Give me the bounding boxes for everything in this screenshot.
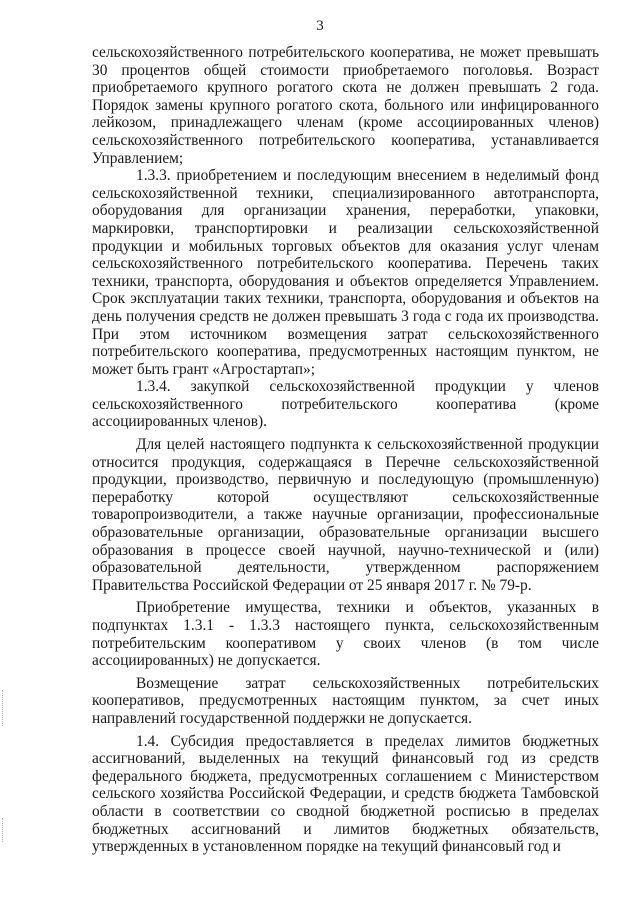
paragraph-item-1-3-4: 1.3.4. закупкой сельскохозяйственной продукции у членов сельскохозяйственного потребительского кооператива (кроме ассоциированных членов).	[92, 378, 599, 431]
scan-edge-mark	[2, 818, 6, 842]
scan-edge-mark	[2, 690, 6, 726]
paragraph-item-1-3-3: 1.3.3. приобретением и последующим внесением в неделимый фонд сельскохозяйственной техники, специализированного автотранспорта, оборудования для организации хранения, переработки, упаковки, маркировки, транспортировки и реализации сельскохозяйственной продукции и мобильных торговых объектов для оказания услуг членам сельскохозяйственного потребительского кооператива. Перечень таких техники, транспорта, оборудования и объектов определяется Управлением. Срок эксплуатации таких техники, транспорта, оборудования и объектов на день получения средств не должен превышать 3 года с года их производства. При этом источником возмещения затрат сельскохозяйственного потребительского кооператива, предусмотренных настоящим пунктом, не может быть грант «Агростартап»;	[92, 167, 599, 378]
paragraph-acquisition-restriction: Приобретение имущества, техники и объектов, указанных в подпунктах 1.3.1 - 1.3.3 настоящего пункта, сельскохозяйственным потребительским кооперативом у своих членов (в том числе ассоциированных) не допускается.	[92, 599, 599, 670]
paragraph-reimbursement-restriction: Возмещение затрат сельскохозяйственных потребительских кооперативов, предусмотренных настоящим пунктом, за счет иных направлений государственной поддержки не допускается.	[92, 674, 599, 727]
paragraph-item-1-4: 1.4. Субсидия предоставляется в пределах лимитов бюджетных ассигнований, выделенных на текущий финансовый год из средств федерального бюджета, предусмотренных соглашением с Министерством сельского хозяйства Российской Федерации, и средств бюджета Тамбовской области в соответствии со сводной бюджетной росписью в пределах бюджетных ассигнований и лимитов бюджетных обязательств, утвержденных в установленном порядке на текущий финансовый год и	[92, 732, 599, 856]
document-body	[92, 44, 599, 856]
page-number: 3	[316, 18, 324, 34]
paragraph-continuation: сельскохозяйственного потребительского кооператива, не может превышать 30 процентов общей стоимости приобретаемого поголовья. Возраст приобретаемого крупного рогатого скота не должен превышать 2 года. Порядок замены крупного рогатого скота, больного или инфицированного лейкозом, принадлежащего членам (кроме ассоциированных членов) сельскохозяйственного потребительского кооператива, устанавливается Управлением;	[92, 44, 599, 167]
paragraph-products-definition: Для целей настоящего подпункта к сельскохозяйственной продукции относится продукция, содержащаяся в Перечне сельскохозяйственной продукции, производство, первичную и последующую (промышленную) переработку которой осуществляют сельскохозяйственные товаропроизводители, а также научные организации, профессиональные образовательные организации, образовательные организации высшего образования в процессе своей научной, научно-технической и (или) образовательной деятельности, утвержденном распоряжением Правительства Российской Федерации от 25 января 2017 г. № 79-р.	[92, 436, 599, 594]
